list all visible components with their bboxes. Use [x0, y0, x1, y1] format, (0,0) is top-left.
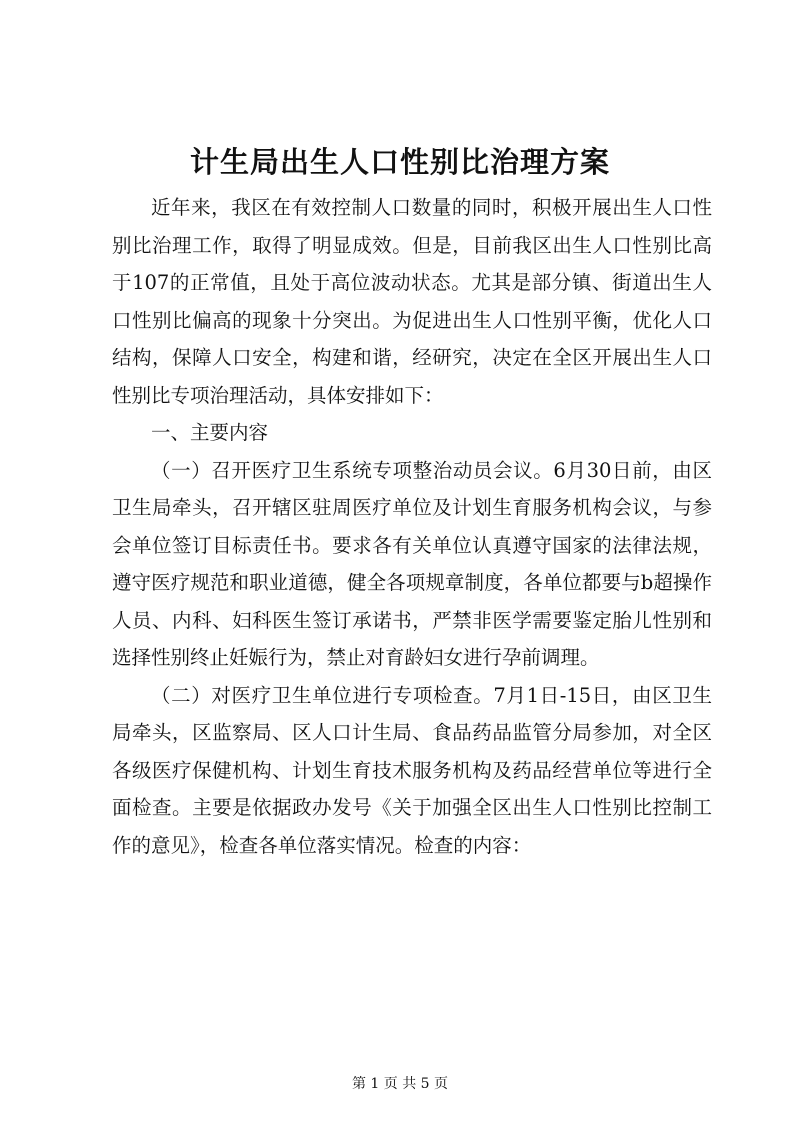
item-one-paragraph: （一）召开医疗卫生系统专项整治动员会议。6月30日前，由区卫生局牵头，召开辖区驻周医疗单位及计划生育服务机构会议，与参会单位签订目标责任书。要求各有关单位认真遵守国家的法律法规，遵守医疗规范和职业道德，健全各项规章制度，各单位都要与b超操作人员、内科、妇科医生签订承诺书，严禁非医学需要鉴定胎儿性别和选择性别终止妊娠行为，禁止对育龄妇女进行孕前调理。 — [112, 458, 712, 669]
section-heading: 一、主要内容 — [151, 421, 269, 444]
intro-paragraph: 近年来，我区在有效控制人口数量的同时，积极开展出生人口性别比治理工作，取得了明显成效。但是，目前我区出生人口性别比高于107的正常值，且处于高位波动状态。尤其是部分镇、街道出生人口性别比偏高的现象十分突出。为促进出生人口性别平衡，优化人口结构，保障人口安全，构建和谐，经研究，决定在全区开展出生人口性别比专项治理活动，具体安排如下： — [112, 196, 712, 407]
item-two-paragraph: （二）对医疗卫生单位进行专项检查。7月1日-15日，由区卫生局牵头，区监察局、区人口计生局、食品药品监管分局参加，对全区各级医疗保健机构、计划生育技术服务机构及药品经营单位等进行全面检查。主要是依据政办发号《关于加强全区出生人口性别比控制工作的意见》，检查各单位落实情况。检查的内容： — [112, 683, 712, 857]
document-title: 计生局出生人口性别比治理方案 — [189, 145, 610, 179]
document-body — [112, 189, 712, 864]
page-number-footer: 第 1 页 共 5 页 — [351, 1076, 449, 1092]
